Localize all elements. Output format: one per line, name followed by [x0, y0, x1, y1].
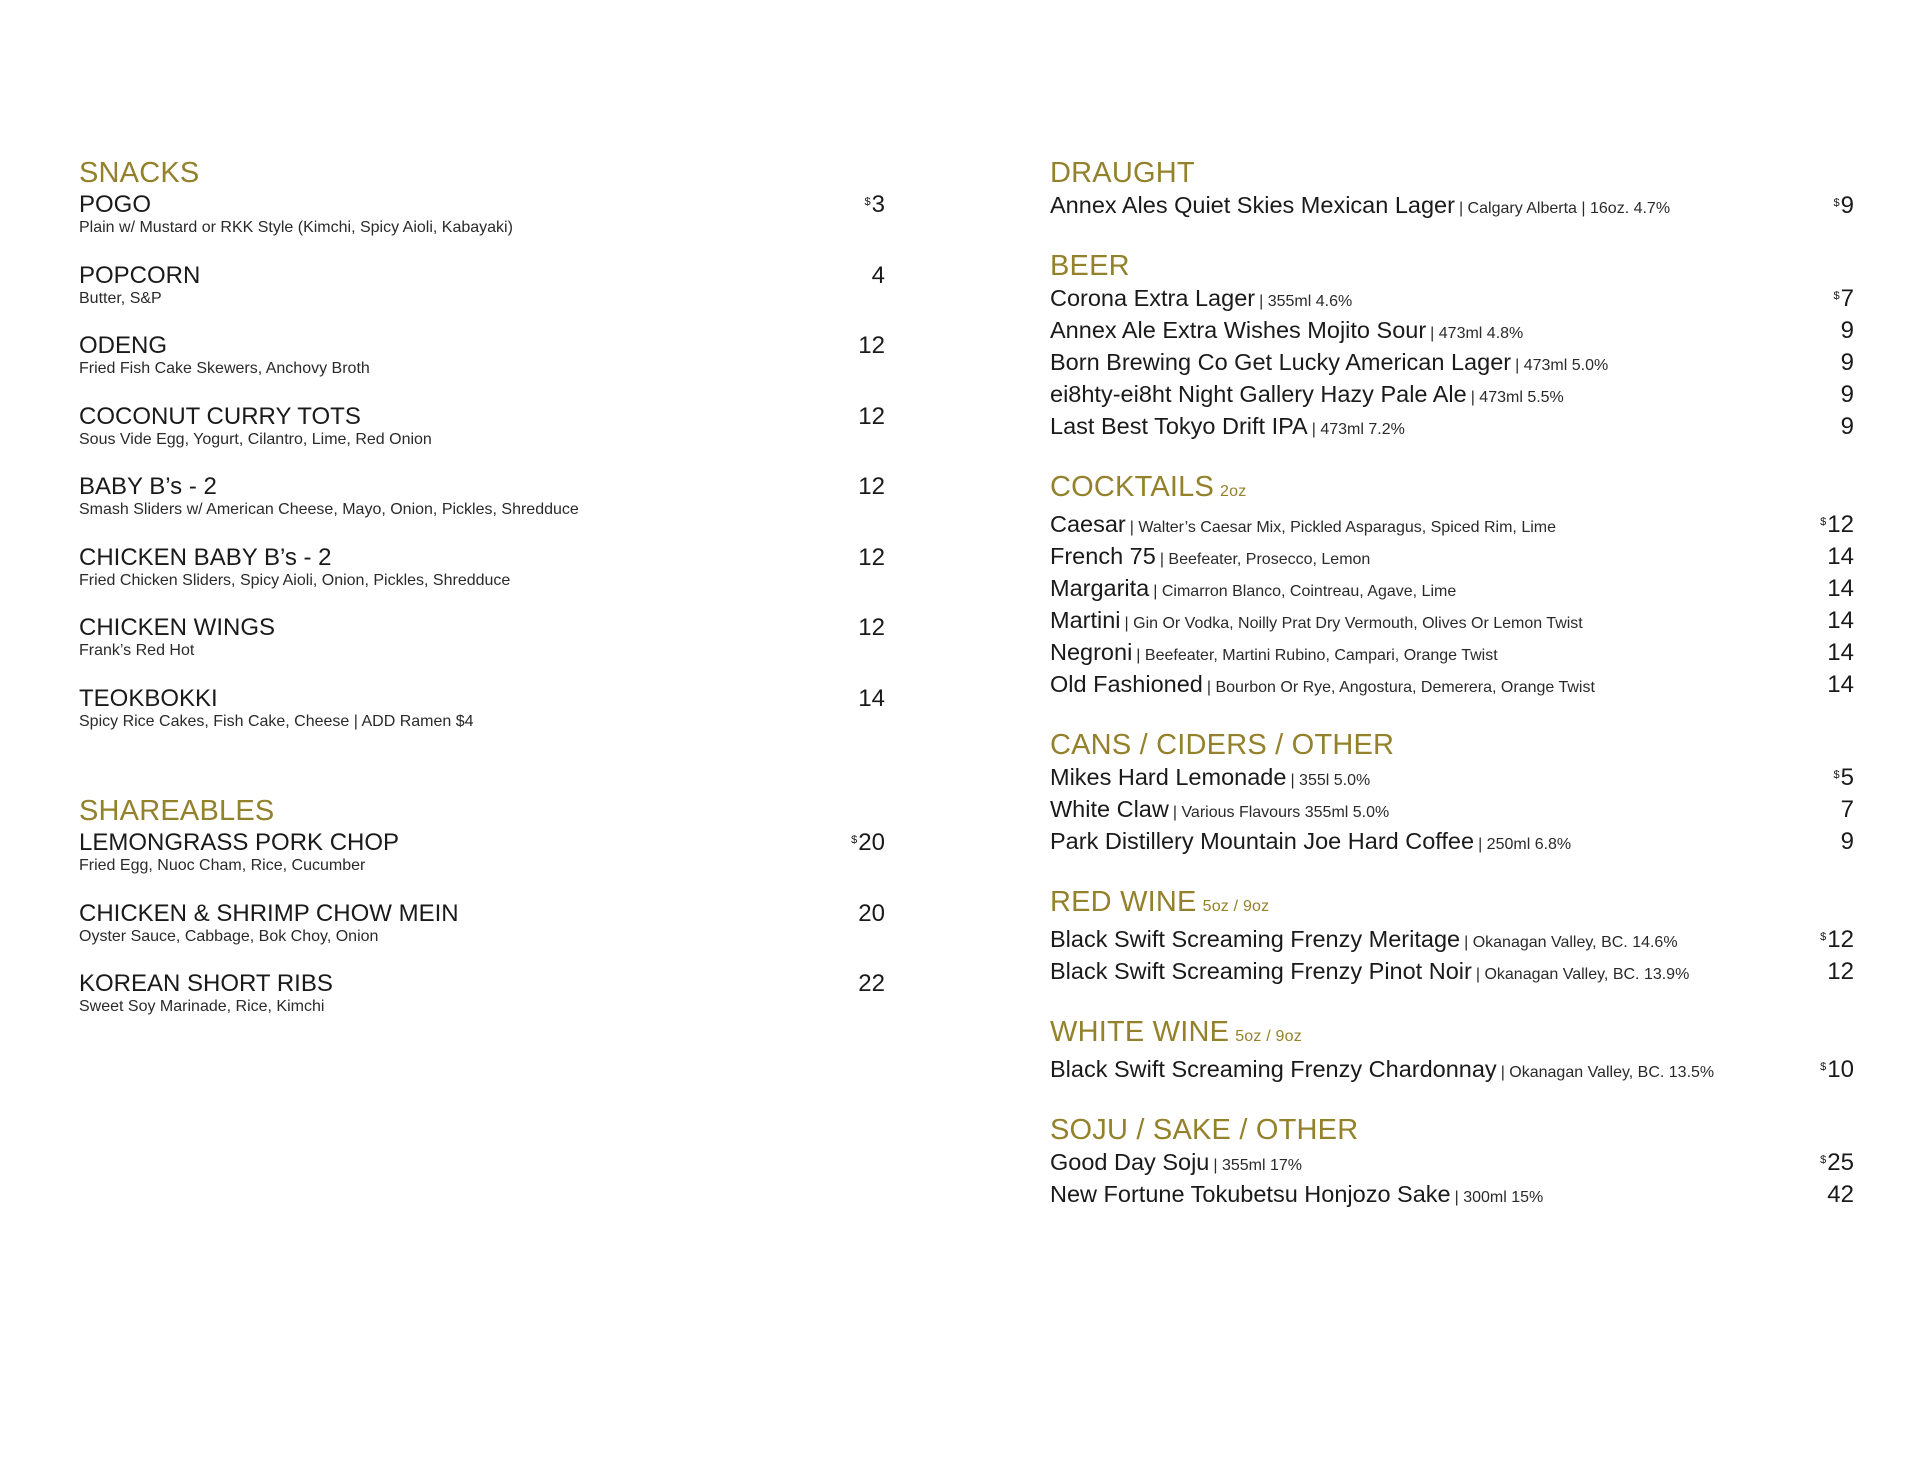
price [1820, 1148, 1854, 1177]
item-detail: | 473ml 4.8% [1430, 325, 1524, 342]
price [1826, 670, 1854, 699]
price [1840, 380, 1854, 409]
item-name: Mikes Hard Lemonade [1050, 764, 1287, 790]
item-detail: | Beefeater, Martini Rubino, Campari, Orange Twist [1136, 647, 1498, 664]
price-value: 12 [858, 473, 885, 500]
price-value: 12 [858, 614, 885, 641]
currency-symbol: $ [1833, 769, 1840, 781]
price-value: 14 [1827, 671, 1854, 698]
item-name: Caesar [1050, 511, 1126, 537]
price-value: 9 [1840, 349, 1854, 376]
section-title [1050, 884, 1854, 925]
price [851, 829, 885, 856]
item-name: TEOKBOKKI [79, 684, 218, 712]
section-name: DRAUGHT [1050, 157, 1195, 189]
menu-item [1050, 284, 1854, 316]
item-description: Butter, S&P [79, 289, 162, 307]
item-name: CHICKEN WINGS [79, 614, 276, 641]
menu-item [79, 829, 885, 900]
item-detail: | Calgary Alberta | 16oz. 4.7% [1458, 200, 1671, 217]
item-detail: | Okanagan Valley, BC. 13.5% [1500, 1064, 1715, 1081]
item-name: CHICKEN & SHRIMP CHOW MEIN [79, 899, 459, 927]
price-value: 14 [858, 684, 885, 712]
price [1820, 510, 1854, 539]
section-title [1050, 469, 1854, 510]
price [857, 332, 885, 359]
section-serving-note: 5oz / 9oz [1235, 1028, 1302, 1045]
section-title [1050, 727, 1854, 763]
price [1834, 191, 1854, 220]
currency-symbol: $ [1820, 931, 1827, 943]
item-name: Last Best Tokyo Drift IPA [1050, 413, 1308, 439]
item-detail: | 355l 5.0% [1290, 772, 1371, 789]
price-value: 12 [1827, 958, 1854, 985]
price-value: 9 [1840, 317, 1854, 344]
price [857, 473, 885, 500]
item-name: Good Day Soju [1050, 1149, 1210, 1175]
item-name: Park Distillery Mountain Joe Hard Coffee [1050, 828, 1475, 854]
price [1826, 542, 1854, 571]
menu-item [79, 332, 885, 403]
item-name: Black Swift Screaming Frenzy Chardonnay [1050, 1056, 1497, 1082]
item-name: COCONUT CURRY TOTS [79, 402, 361, 430]
item-name: Martini [1050, 607, 1121, 633]
price [1826, 606, 1854, 635]
section-name: BEER [1050, 250, 1130, 282]
item-description: Sweet Soy Marinade, Rice, Kimchi [79, 998, 325, 1015]
menu-item [1050, 191, 1854, 223]
price [857, 685, 885, 712]
food-column [79, 155, 885, 1079]
item-name: ODENG [79, 332, 168, 359]
item-detail: | 473ml 5.0% [1515, 357, 1609, 374]
section-title [1050, 1112, 1854, 1148]
item-detail: | Okanagan Valley, BC. 14.6% [1464, 934, 1678, 951]
section-name: WHITE WINE [1050, 1016, 1230, 1048]
menu-item [1050, 957, 1854, 989]
price-value: 4 [871, 261, 885, 289]
currency-symbol: $ [864, 196, 871, 208]
menu-item [1050, 316, 1854, 348]
menu-item [79, 544, 885, 615]
shareables-section [79, 793, 885, 1041]
menu-item [1050, 1180, 1854, 1212]
menu-item [79, 191, 885, 262]
price [1826, 638, 1854, 667]
currency-symbol: $ [1833, 290, 1840, 302]
drink-section [1050, 1112, 1854, 1212]
item-detail: | 250ml 6.8% [1478, 836, 1572, 853]
price-value: 5 [1840, 764, 1854, 791]
item-name: Margarita [1050, 575, 1150, 601]
section-name: SOJU / SAKE / OTHER [1050, 1114, 1359, 1146]
item-name: Old Fashioned [1050, 671, 1203, 697]
price-value: 9 [1840, 192, 1854, 219]
price-value: 9 [1840, 828, 1854, 855]
menu-item [1050, 795, 1854, 827]
currency-symbol: $ [1820, 516, 1827, 528]
section-serving-note: 2oz [1220, 483, 1247, 500]
price-value: 12 [1827, 926, 1854, 953]
item-name: BABY B’s - 2 [79, 473, 217, 500]
price-value: 9 [1840, 413, 1854, 440]
item-detail: | 473ml 7.2% [1311, 421, 1405, 438]
menu-item [1050, 670, 1854, 702]
currency-symbol: $ [1820, 1154, 1827, 1166]
price-value: 7 [1840, 796, 1854, 823]
item-detail: | Gin Or Vodka, Noilly Prat Dry Vermouth, Olives Or Lemon Twist [1124, 615, 1583, 632]
snacks-section [79, 155, 885, 755]
price-value: 12 [858, 543, 885, 571]
menu-item [79, 970, 885, 1041]
item-name: LEMONGRASS PORK CHOP [79, 829, 400, 856]
drink-section [1050, 1014, 1854, 1087]
price-value: 14 [1827, 639, 1854, 666]
item-name: Born Brewing Co Get Lucky American Lager [1050, 349, 1512, 375]
section-title: SNACKS [79, 157, 200, 189]
item-description: Frank’s Red Hot [79, 642, 195, 659]
price [1834, 763, 1854, 792]
menu-item [1050, 510, 1854, 542]
item-description: Smash Sliders w/ American Cheese, Mayo, Onion, Pickles, Shredduce [79, 501, 579, 518]
menu-item [1050, 574, 1854, 606]
drink-section [1050, 884, 1854, 989]
item-description: Fried Egg, Nuoc Cham, Rice, Cucumber [79, 857, 366, 874]
drink-section [1050, 727, 1854, 859]
currency-symbol: $ [1820, 1061, 1827, 1073]
menu-item [1050, 348, 1854, 380]
price-value: 14 [1827, 607, 1854, 634]
price [857, 403, 885, 430]
item-description: Plain w/ Mustard or RKK Style (Kimchi, Spicy Aioli, Kabayaki) [79, 219, 513, 236]
section-serving-note: 5oz / 9oz [1202, 898, 1270, 915]
price [857, 900, 885, 927]
section-title [1050, 1014, 1854, 1055]
item-name: Black Swift Screaming Frenzy Pinot Noir [1050, 958, 1472, 984]
section-name: COCKTAILS [1050, 471, 1215, 503]
section-name: RED WINE [1050, 886, 1197, 918]
price [1840, 412, 1854, 441]
price-value: 7 [1840, 285, 1854, 312]
item-name: POGO [79, 191, 152, 218]
menu-item [1050, 925, 1854, 957]
price-value: 10 [1827, 1056, 1854, 1083]
price-value: 20 [858, 899, 885, 927]
price [865, 191, 885, 218]
price-value: 14 [1827, 575, 1854, 602]
price-value: 3 [871, 191, 885, 218]
price [1840, 795, 1854, 824]
snacks-list [79, 191, 885, 755]
menu-item [1050, 763, 1854, 795]
menu-item [79, 473, 885, 544]
currency-symbol: $ [851, 834, 858, 846]
price [1834, 284, 1854, 313]
price [1826, 957, 1854, 986]
menu-item [1050, 542, 1854, 574]
price-value: 25 [1827, 1149, 1854, 1176]
price [857, 544, 885, 571]
price-value: 12 [858, 402, 885, 430]
item-name: Annex Ales Quiet Skies Mexican Lager [1050, 192, 1455, 218]
drink-section [1050, 248, 1854, 444]
item-detail: | Beefeater, Prosecco, Lemon [1159, 551, 1371, 568]
price-value: 22 [858, 970, 885, 997]
item-name: Corona Extra Lager [1050, 285, 1256, 311]
menu-item [1050, 827, 1854, 859]
section-title [1050, 155, 1854, 191]
price-value: 12 [1827, 511, 1854, 538]
item-detail: | 355ml 4.6% [1259, 293, 1353, 310]
item-description: Fried Fish Cake Skewers, Anchovy Broth [79, 360, 370, 377]
price-value: 9 [1840, 381, 1854, 408]
price [1826, 1180, 1854, 1209]
price [1840, 348, 1854, 377]
item-detail: | Cimarron Blanco, Cointreau, Agave, Lime [1153, 583, 1457, 600]
price [1826, 574, 1854, 603]
item-detail: | 300ml 15% [1454, 1189, 1544, 1206]
item-name: POPCORN [79, 261, 201, 289]
item-detail: | Okanagan Valley, BC. 13.9% [1475, 966, 1690, 983]
item-detail: | 355ml 17% [1213, 1157, 1303, 1174]
price [1820, 925, 1854, 954]
drink-section [1050, 155, 1854, 223]
item-detail: | Bourbon Or Rye, Angostura, Demerera, Orange Twist [1206, 679, 1595, 696]
price-value: 12 [858, 332, 885, 359]
price [1820, 1055, 1854, 1084]
menu-item [1050, 638, 1854, 670]
item-name: Black Swift Screaming Frenzy Meritage [1050, 926, 1461, 952]
drinks-column [1050, 155, 1854, 1237]
price-value: 14 [1827, 543, 1854, 570]
menu-item [1050, 1055, 1854, 1087]
item-name: KOREAN SHORT RIBS [79, 970, 333, 997]
item-detail: | 473ml 5.5% [1470, 389, 1564, 406]
price-value: 20 [858, 829, 885, 856]
item-description: Sous Vide Egg, Yogurt, Cilantro, Lime, Red Onion [79, 430, 432, 448]
price [857, 614, 885, 641]
item-description: Oyster Sauce, Cabbage, Bok Choy, Onion [79, 927, 379, 945]
menu-item [79, 685, 885, 756]
drink-section [1050, 469, 1854, 702]
price [871, 262, 885, 289]
item-name: Annex Ale Extra Wishes Mojito Sour [1050, 317, 1427, 343]
item-description: Fried Chicken Sliders, Spicy Aioli, Onion, Pickles, Shredduce [79, 571, 511, 589]
menu-item [1050, 380, 1854, 412]
menu-item [79, 614, 885, 685]
section-title: SHAREABLES [79, 795, 275, 827]
menu-item [79, 262, 885, 333]
item-name: Negroni [1050, 639, 1133, 665]
price-value: 42 [1827, 1181, 1854, 1208]
currency-symbol: $ [1833, 197, 1840, 209]
item-detail: | Various Flavours 355ml 5.0% [1172, 804, 1390, 821]
menu-item [1050, 1148, 1854, 1180]
item-name: White Claw [1050, 796, 1169, 822]
shareables-list [79, 829, 885, 1041]
menu-item [1050, 412, 1854, 444]
section-name: CANS / CIDERS / OTHER [1050, 729, 1395, 761]
item-detail: | Walter’s Caesar Mix, Pickled Asparagus, Spiced Rim, Lime [1129, 519, 1556, 536]
price [1840, 827, 1854, 856]
price [857, 970, 885, 997]
menu-item [79, 900, 885, 971]
item-name: French 75 [1050, 543, 1156, 569]
menu-item [79, 403, 885, 474]
section-title [1050, 248, 1854, 284]
price [1840, 316, 1854, 345]
item-description: Spicy Rice Cakes, Fish Cake, Cheese | ADD Ramen $4 [79, 712, 474, 730]
item-name: CHICKEN BABY B’s - 2 [79, 543, 332, 571]
menu-item [1050, 606, 1854, 638]
item-name: ei8hty-ei8ht Night Gallery Hazy Pale Ale [1050, 381, 1467, 407]
item-name: New Fortune Tokubetsu Honjozo Sake [1050, 1181, 1451, 1207]
